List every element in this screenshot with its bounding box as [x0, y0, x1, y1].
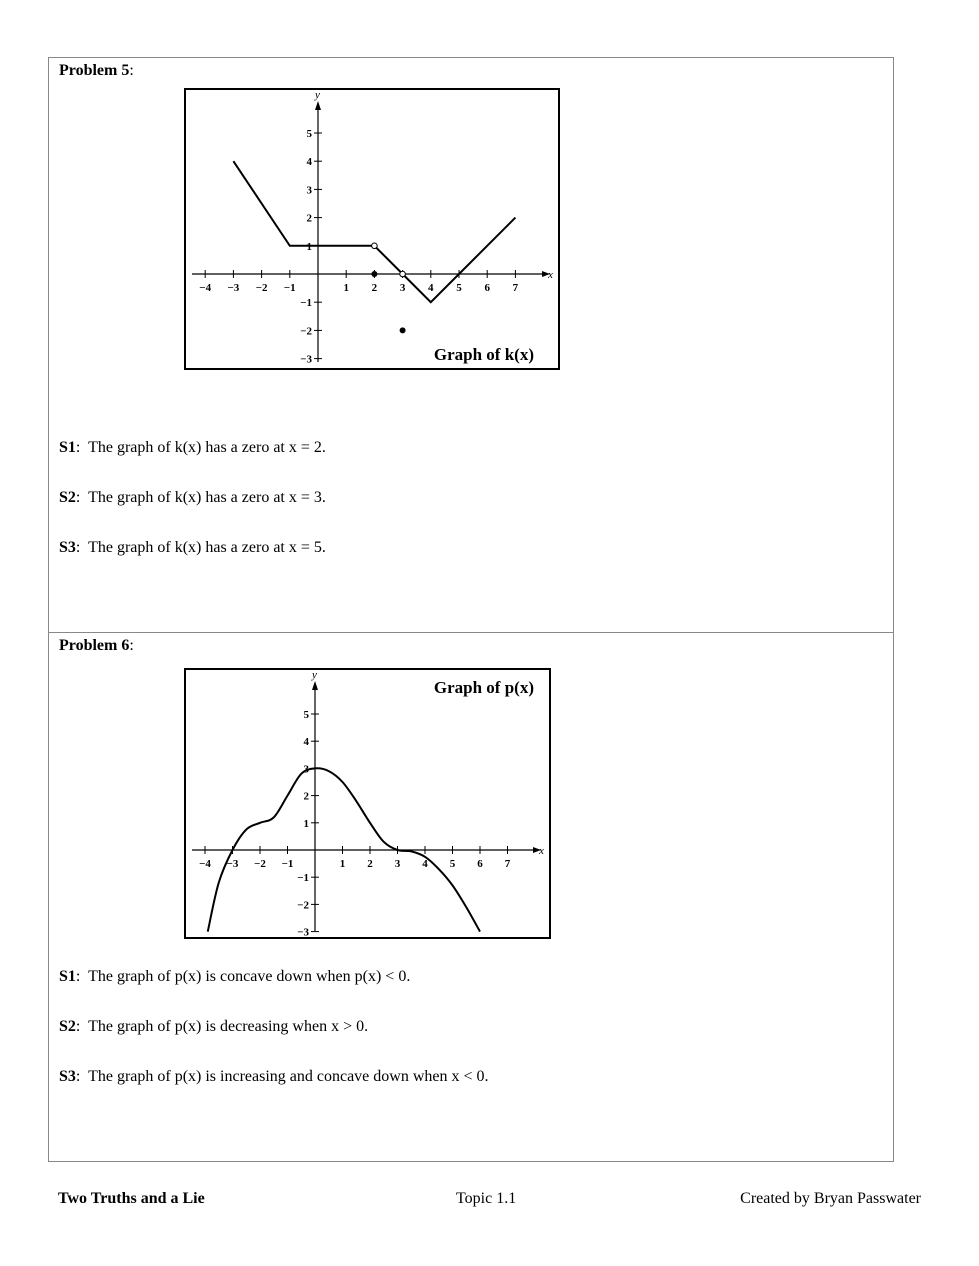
x-tick-label: 3	[399, 282, 406, 294]
x-tick-label: −3	[227, 282, 240, 294]
y-tick-label: −3	[300, 353, 312, 366]
problem-5-statement-1: S1: The graph of k(x) has a zero at x = 2.	[59, 439, 326, 456]
y-tick-label: −2	[300, 325, 312, 338]
y-axis-label: y	[312, 669, 317, 681]
x-tick-label: −1	[281, 858, 294, 870]
x-tick-label: 3	[394, 858, 401, 870]
x-tick-label: 1	[339, 858, 346, 870]
x-tick-label: 7	[512, 282, 519, 294]
graph-k	[184, 88, 560, 370]
y-tick-label: 2	[306, 212, 312, 225]
problem-5-statement-2: S2: The graph of k(x) has a zero at x = 3.	[59, 489, 326, 506]
closed-point	[400, 327, 406, 333]
open-point	[372, 243, 378, 249]
y-tick-label: 3	[303, 763, 309, 776]
x-tick-label: −1	[283, 282, 296, 294]
problem-5-panel	[48, 57, 894, 633]
y-tick-label: 5	[303, 709, 309, 721]
problem-6-statement-1: S1: The graph of p(x) is concave down when p(x) < 0.	[59, 968, 411, 985]
y-axis-label: y	[315, 89, 320, 101]
open-point	[400, 271, 406, 277]
problem-6-title: Problem 6:	[59, 637, 134, 654]
y-tick-label: −2	[297, 899, 309, 912]
problem-5-statement-3: S3: The graph of k(x) has a zero at x = 5.	[59, 539, 326, 556]
graph-p	[184, 668, 551, 939]
x-tick-label: −4	[199, 282, 212, 294]
closed-point	[371, 271, 377, 277]
x-axis-label: x	[539, 845, 544, 857]
x-tick-label: 5	[456, 282, 462, 294]
graph-title: Graph of k(x)	[433, 345, 534, 364]
y-tick-label: −1	[300, 297, 312, 310]
y-tick-label: 3	[306, 184, 312, 197]
y-tick-label: −3	[297, 926, 309, 939]
x-tick-label: 2	[371, 282, 378, 294]
problem-6-statement-2: S2: The graph of p(x) is decreasing when x > 0.	[59, 1018, 369, 1035]
x-tick-label: 4	[428, 282, 434, 294]
x-tick-label: 2	[367, 858, 373, 870]
x-tick-label: 4	[422, 858, 428, 870]
x-tick-label: −3	[226, 858, 239, 870]
x-tick-label: 7	[504, 858, 511, 870]
x-axis-label: x	[548, 269, 553, 281]
graph-frame	[185, 669, 550, 938]
x-tick-label: 6	[484, 282, 490, 294]
y-tick-label: 1	[306, 240, 312, 253]
problem-6-statement-3: S3: The graph of p(x) is increasing and concave down when x < 0.	[59, 1068, 489, 1085]
x-tick-label: 1	[343, 282, 349, 294]
x-tick-label: 5	[449, 858, 456, 870]
y-tick-label: 1	[303, 817, 309, 830]
footer-author: Created by Bryan Passwater	[740, 1190, 921, 1207]
y-tick-label: −1	[297, 872, 309, 885]
problem-6-panel	[48, 632, 894, 1162]
graph-title: Graph of p(x)	[433, 678, 534, 697]
y-tick-label: 4	[306, 156, 312, 169]
x-tick-label: −4	[199, 858, 211, 870]
x-tick-label: −2	[255, 282, 268, 294]
x-tick-label: 6	[477, 858, 483, 870]
footer-topic: Topic 1.1	[456, 1190, 517, 1207]
y-tick-label: 2	[303, 790, 309, 803]
footer-title: Two Truths and a Lie	[58, 1190, 205, 1207]
y-tick-label: 5	[306, 128, 312, 140]
problem-5-title: Problem 5:	[59, 62, 134, 79]
y-tick-label: 4	[303, 736, 309, 749]
x-tick-label: −2	[254, 858, 266, 870]
